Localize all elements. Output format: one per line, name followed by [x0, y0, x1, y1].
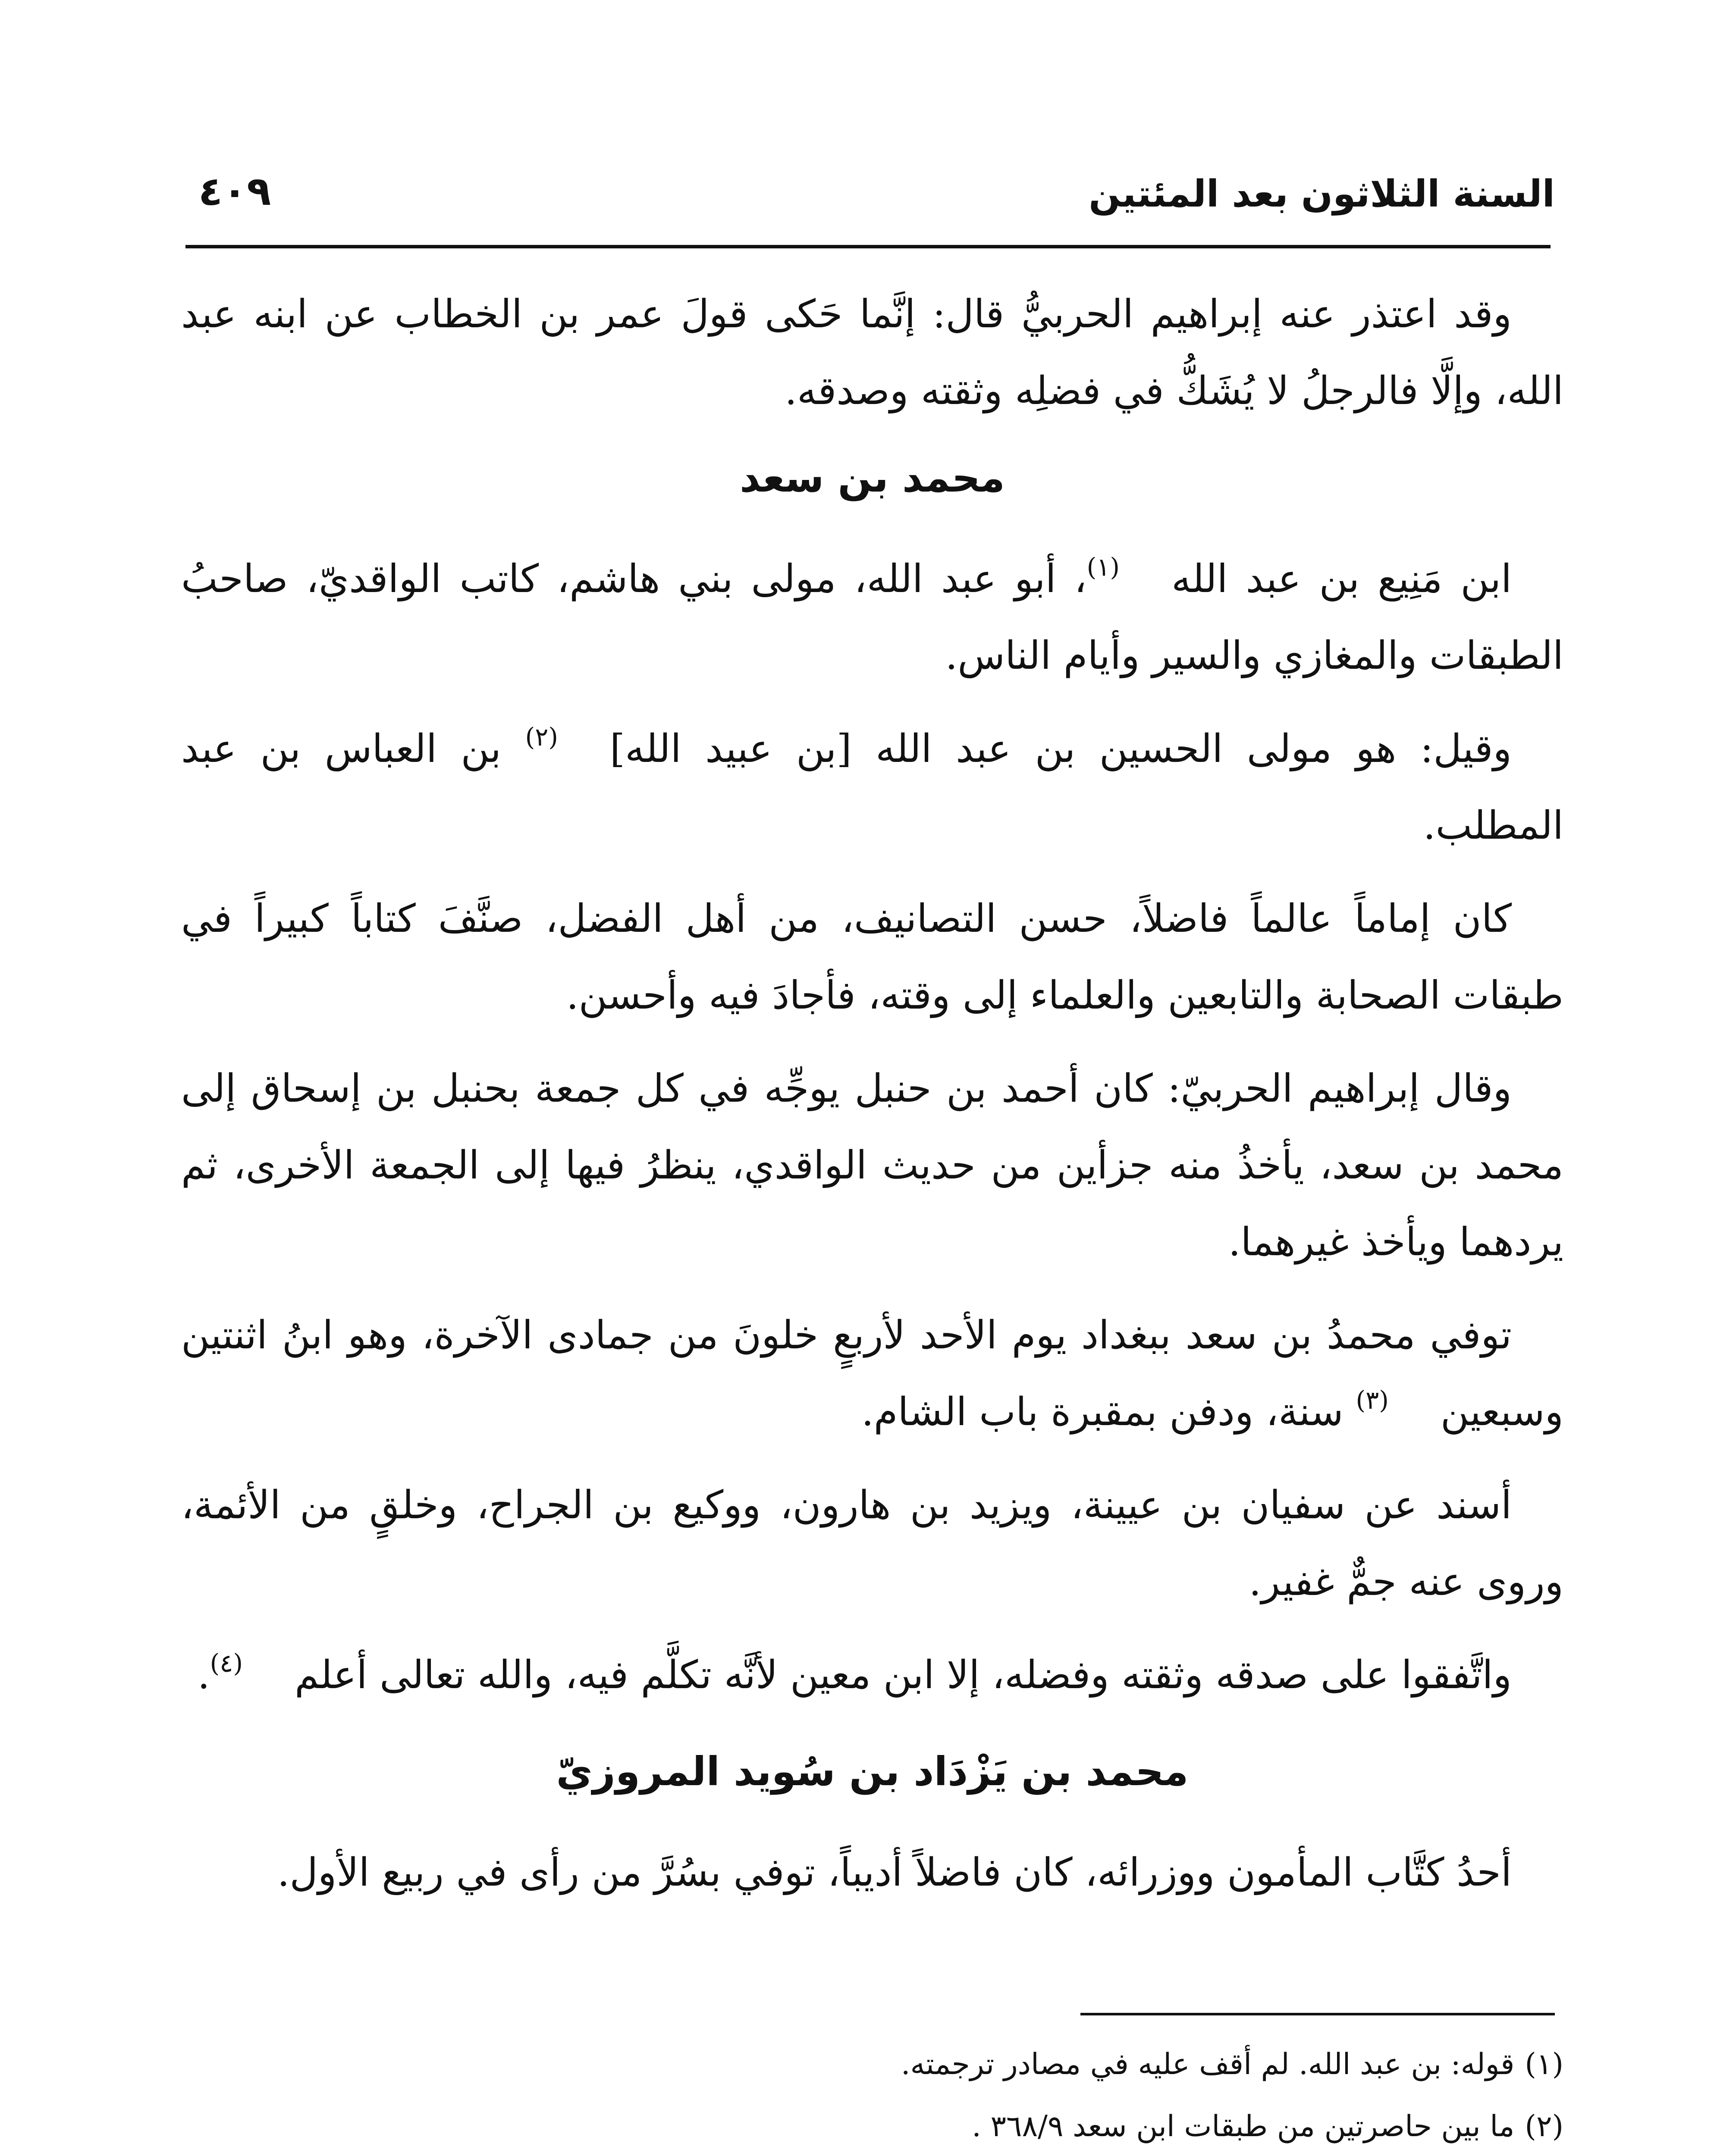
main-text	[181, 276, 1563, 1937]
paragraph-ibn-saad-mawla: وقيل: هو مولى الحسين بن عبد الله [بن عبيد الله](٢) بن العباس بن عبد المطلب.	[181, 722, 1563, 848]
footnote-text: ما بين حاصرتين من طبقات ابن سعد ٣٦٨/٩ .	[972, 2109, 1515, 2143]
footnote-number: (٢)	[1525, 2109, 1563, 2143]
footnotes	[177, 2040, 1563, 2156]
heading-muhammad-ibn-yazdad: محمد بن يَزْدَاد بن سُويد المروزيّ	[556, 1749, 1189, 1795]
footnote-1	[177, 2040, 1563, 2090]
text-span: .	[198, 1652, 210, 1698]
paragraph-harbi-excuse: وقد اعتذر عنه إبراهيم الحربيُّ قال: إنَّما حَكى قولَ عمر بن الخطاب عن ابنه عبد الله، وإلَّا فالرجلُ لا يُشَكُّ في فضلِه وثقته وصدقه.	[181, 291, 1563, 414]
text-span: بن العباس بن عبد المطلب.	[181, 726, 1563, 848]
footnote-2	[177, 2102, 1563, 2152]
footnote-rule	[1080, 2013, 1555, 2015]
page-number: ٤٠٩	[198, 168, 271, 214]
text-span: وقيل: هو مولى الحسين بن عبد الله [بن عبيد الله]	[610, 726, 1512, 771]
page-header	[185, 164, 1555, 237]
paragraph-harbi-report: وقال إبراهيم الحربيّ: كان أحمد بن حنبل يوجِّه في كل جمعة بحنبل بن إسحاق إلى محمد بن سعد، يأخذُ منه جزأين من حديث الواقدي، ينظرُ فيها إلى الجمعة الأخرى، ثم يردهما ويأخذ غيرهما.	[181, 1066, 1563, 1265]
text-span: واتَّفقوا على صدقه وثقته وفضله، إلا ابن معين لأنَّه تكلَّم فيه، والله تعالى أعلم	[295, 1652, 1512, 1698]
footnote-number: (١)	[1525, 2047, 1563, 2081]
running-title: السنة الثلاثون بعد المئتين	[1089, 172, 1555, 216]
text-span: ، أبو عبد الله، مولى بني هاشم، كاتب الواقديّ، صاحبُ الطبقات والمغازي والسير وأيام الناس.	[181, 556, 1563, 678]
paragraph-ibn-saad-works: كان إماماً عالماً فاضلاً، حسن التصانيف، من أهل الفضل، صنَّفَ كتاباً كبيراً في طبقات الصحابة والتابعين والعلماء إلى وقته، فأجادَ فيه وأحسن.	[181, 896, 1563, 1018]
paragraph-ibn-yazdad: أحدُ كتَّاب المأمون ووزرائه، كان فاضلاً أديباً، توفي بسُرَّ من رأى في ربيع الأول.	[277, 1850, 1512, 1895]
text-span: توفي محمدُ بن سعد ببغداد يوم الأحد لأربعٍ خلونَ من جمادى الآخرة، وهو ابنُ اثنتين وسبعين	[181, 1313, 1563, 1435]
heading-muhammad-ibn-saad: محمد بن سعد	[739, 455, 1005, 501]
header-rule	[185, 245, 1551, 248]
footnote-text: قوله: بن عبد الله. لم أقف عليه في مصادر ترجمته.	[901, 2047, 1515, 2081]
paragraph-ibn-saad-consensus: واتَّفقوا على صدقه وثقته وفضله، إلا ابن معين لأنَّه تكلَّم فيه، والله تعالى أعلم(٤).	[198, 1648, 1512, 1698]
text-span: ابن مَنِيع بن عبد الله	[1171, 556, 1512, 602]
paragraph-ibn-saad-lineage: ابن مَنِيع بن عبد الله(١)، أبو عبد الله، مولى بني هاشم، كاتب الواقديّ، صاحبُ الطبقات والمغازي والسير وأيام الناس.	[181, 552, 1563, 678]
text-span: سنة، ودفن بمقبرة باب الشام.	[861, 1389, 1356, 1435]
paragraph-ibn-saad-death: توفي محمدُ بن سعد ببغداد يوم الأحد لأربعٍ خلونَ من جمادى الآخرة، وهو ابنُ اثنتين وسبعين(٣) سنة، ودفن بمقبرة باب الشام.	[181, 1313, 1563, 1435]
paragraph-ibn-saad-narrators: أسند عن سفيان بن عيينة، ويزيد بن هارون، ووكيع بن الجراح، وخلقٍ من الأئمة، وروى عنه جمٌّ غفير.	[181, 1482, 1563, 1604]
